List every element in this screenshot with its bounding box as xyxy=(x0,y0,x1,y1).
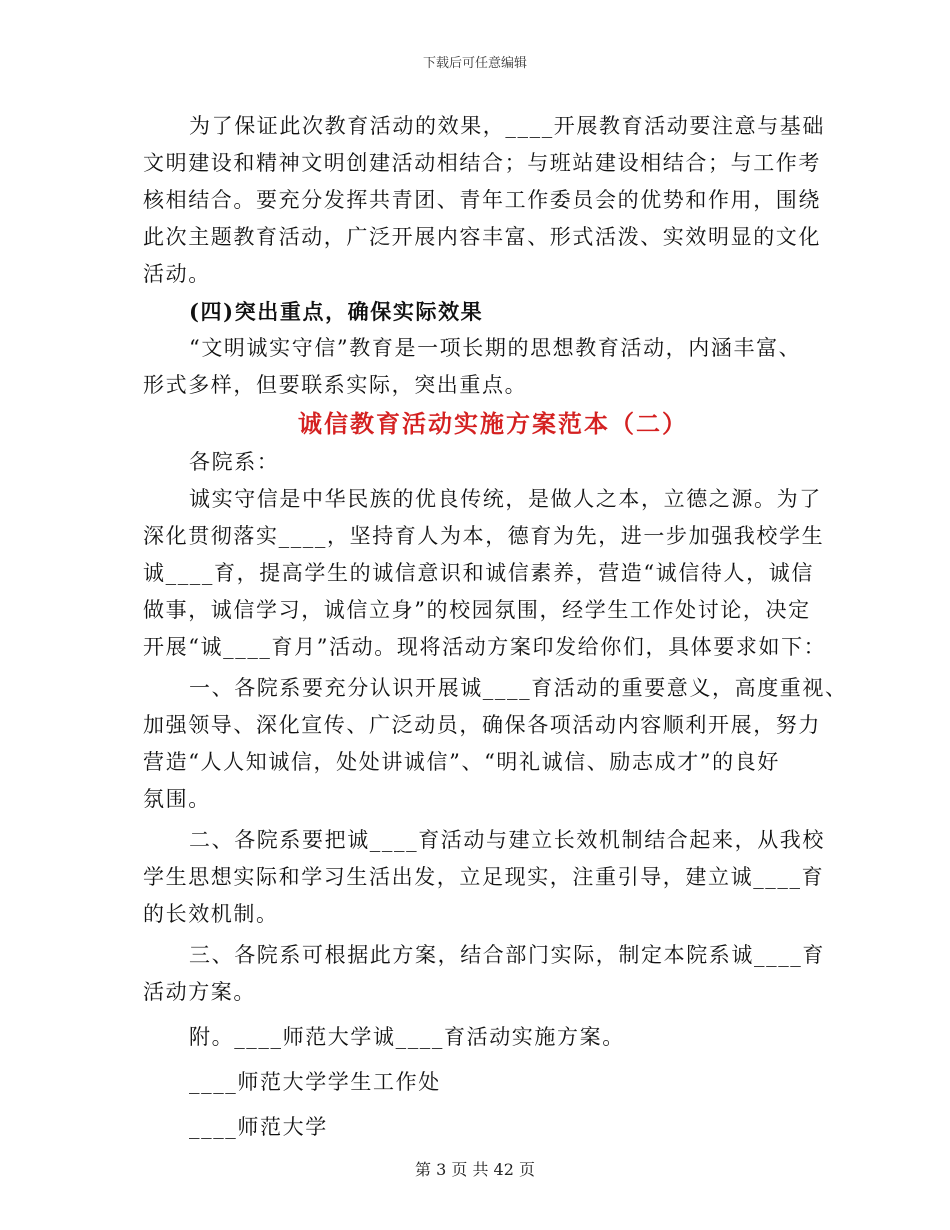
requirement-item-3 xyxy=(143,937,823,1011)
paragraph-line: 活动。 xyxy=(143,262,211,286)
requirement-item-1 xyxy=(143,670,848,818)
attachment-note: 附。____师范大学诚____育活动实施方案。 xyxy=(189,1025,625,1049)
signature-office: ____师范大学学生工作处 xyxy=(189,1070,441,1094)
paragraph-line: 加强领导、深化宣传、广泛动员，确保各项活动内容顺利开展，努力 xyxy=(143,713,821,737)
paragraph-line: 形式多样，但要联系实际，突出重点。 xyxy=(143,373,528,397)
paragraph-line: 做事，诚信学习，诚信立身”的校园氛围，经学生工作处讨论，决定 xyxy=(143,598,811,622)
paragraph-line: 三、各院系可根据此方案，结合部门实际，制定本院系诚____育 xyxy=(189,943,825,967)
paragraph-line: 营造“人人知诚信，处处讲诚信”、“明礼诚信、励志成才”的良好 xyxy=(143,750,780,774)
paragraph-line: 二、各院系要把诚____育活动与建立长效机制结合起来，从我校 xyxy=(189,828,825,852)
paragraph-line: 文明建设和精神文明创建活动相结合；与班站建设相结合；与工作考 xyxy=(143,151,821,175)
paragraph-line: 诚____育，提高学生的诚信意识和诚信素养，营造“诚信待人，诚信 xyxy=(143,561,814,585)
paragraph-line: 深化贯彻落实____，坚持育人为本，德育为先，进一步加强我校学生 xyxy=(143,524,825,548)
paragraph-line: 核相结合。要充分发挥共青团、青年工作委员会的优势和作用，围绕 xyxy=(143,188,821,212)
salutation: 各院系： xyxy=(189,450,280,474)
paragraph-line: 为了保证此次教育活动的效果，____开展教育活动要注意与基础 xyxy=(189,114,825,138)
signature-university: ____师范大学 xyxy=(189,1115,328,1139)
paragraph-honesty xyxy=(143,330,823,404)
paragraph-line: “文明诚实守信”教育是一项长期的思想教育活动，内涵丰富、 xyxy=(189,336,802,360)
paragraph-intro xyxy=(143,481,827,666)
paragraph-line: 活动方案。 xyxy=(143,980,256,1004)
paragraph-line: 学生思想实际和学习生活出发，立足现实，注重引导，建立诚____育 xyxy=(143,865,825,889)
document-body xyxy=(143,108,848,1146)
paragraph-line: 开展“诚____育月”活动。现将活动方案印发给你们，具体要求如下： xyxy=(143,635,827,659)
section-heading: (四)突出重点，确保实际效果 xyxy=(189,299,484,324)
paragraph-line: 一、各院系要充分认识开展诚____育活动的重要意义，高度重视、 xyxy=(189,676,848,700)
document-title: 诚信教育活动实施方案范本（二） xyxy=(298,409,688,438)
page-number: 第 3 页 共 42 页 xyxy=(415,1160,535,1179)
paragraph-line: 诚实守信是中华民族的优良传统，是做人之本，立德之源。为了 xyxy=(189,487,822,511)
paragraph-line: 氛围。 xyxy=(143,787,211,811)
header-note: 下载后可任意编辑 xyxy=(422,56,527,71)
paragraph-effect xyxy=(143,108,823,293)
paragraph-line: 此次主题教育活动，广泛开展内容丰富、形式活泼、实效明显的文化 xyxy=(143,225,821,249)
paragraph-line: 的长效机制。 xyxy=(143,902,279,926)
requirement-item-2 xyxy=(143,822,823,933)
